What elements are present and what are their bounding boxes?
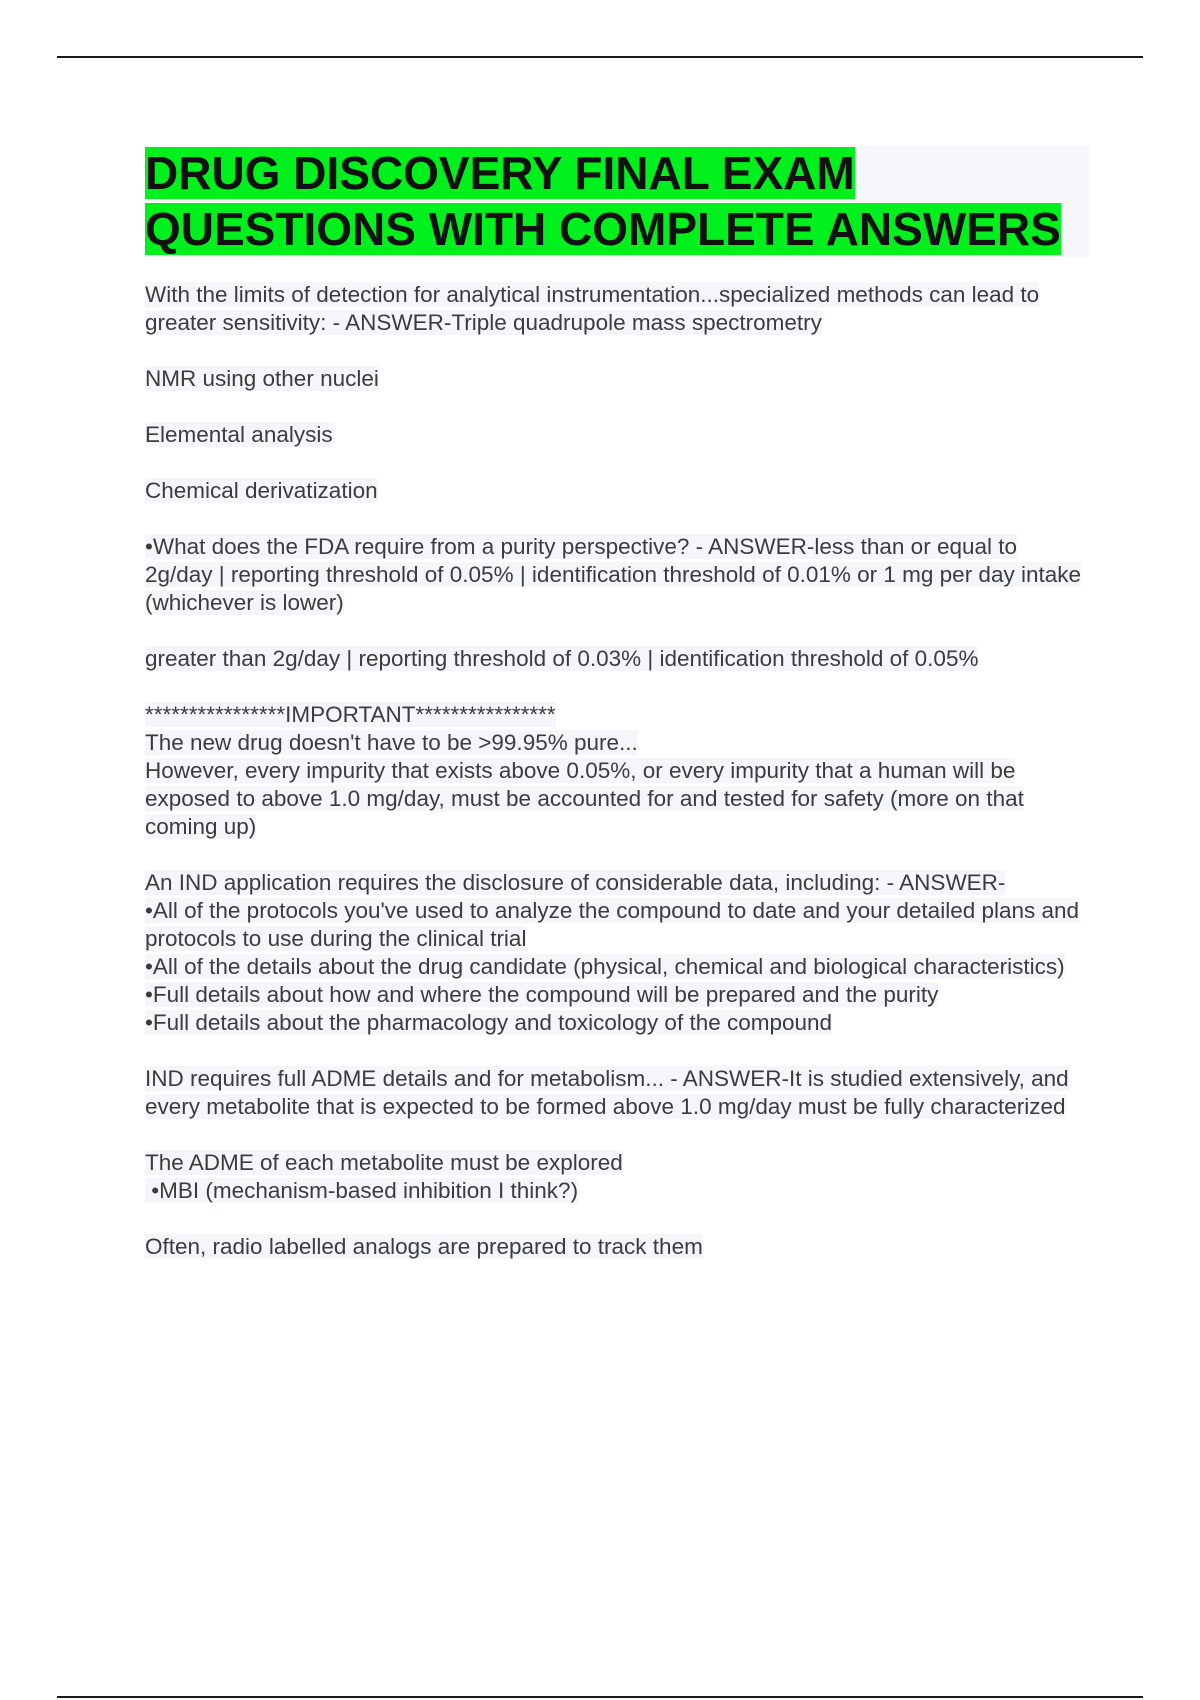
paragraph-line: •Full details about the pharmacology and toxicology of the compound (145, 1010, 833, 1035)
paragraph-line: IND requires full ADME details and for metabolism... - ANSWER-It is studied extensively, and every metabolite that is expected to be formed above 1.0 mg/day must be fully characterized (145, 1066, 1069, 1119)
paragraph-line: ****************IMPORTANT**************** (145, 702, 556, 727)
paragraph-8 (145, 869, 1089, 1037)
paragraph-line: The ADME of each metabolite must be explored (145, 1150, 623, 1175)
paragraph-4 (145, 477, 1089, 505)
document-title (145, 145, 1089, 257)
paragraph-10 (145, 1149, 1089, 1205)
paragraph-line: Often, radio labelled analogs are prepared to track them (145, 1234, 703, 1259)
paragraph-line: •What does the FDA require from a purity perspective? - ANSWER-less than or equal to 2g/day | reporting threshold of 0.05% | identification threshold of 0.01% or 1 mg per day intake (whichever is lower) (145, 534, 1082, 615)
paragraph-line: Elemental analysis (145, 422, 333, 447)
bottom-rule (57, 1696, 1143, 1698)
paragraph-6 (145, 645, 1089, 673)
document-body (145, 145, 1089, 1289)
paragraph-3 (145, 421, 1089, 449)
paragraph-line: •All of the details about the drug candidate (physical, chemical and biological characteristics) (145, 954, 1065, 979)
title-highlight: DRUG DISCOVERY FINAL EXAM QUESTIONS WITH COMPLETE ANSWERS (145, 147, 1061, 255)
paragraph-11 (145, 1233, 1089, 1261)
paragraph-line: However, every impurity that exists above 0.05%, or every impurity that a human will be exposed to above 1.0 mg/day, must be accounted for and tested for safety (more on that coming up) (145, 758, 1024, 839)
paragraph-line: An IND application requires the disclosure of considerable data, including: - ANSWER- (145, 870, 1006, 895)
paragraph-line: Chemical derivatization (145, 478, 378, 503)
paragraph-2 (145, 365, 1089, 393)
paragraph-1 (145, 281, 1089, 337)
paragraph-line: greater than 2g/day | reporting threshold of 0.03% | identification threshold of 0.05% (145, 646, 979, 671)
paragraph-9 (145, 1065, 1089, 1121)
paragraph-line: NMR using other nuclei (145, 366, 379, 391)
paragraph-line: •Full details about how and where the compound will be prepared and the purity (145, 982, 939, 1007)
paragraph-line: •MBI (mechanism-based inhibition I think?) (145, 1178, 579, 1203)
paragraph-7 (145, 701, 1089, 841)
top-rule (57, 56, 1143, 58)
title-block (145, 145, 1089, 257)
paragraph-line: The new drug doesn't have to be >99.95% pure... (145, 730, 638, 755)
paragraph-line: •All of the protocols you've used to analyze the compound to date and your detailed plans and protocols to use during the clinical trial (145, 898, 1080, 951)
paragraph-5 (145, 533, 1089, 617)
paragraph-line: With the limits of detection for analytical instrumentation...specialized methods can lead to greater sensitivity: - ANSWER-Triple quadrupole mass spectrometry (145, 282, 1040, 335)
